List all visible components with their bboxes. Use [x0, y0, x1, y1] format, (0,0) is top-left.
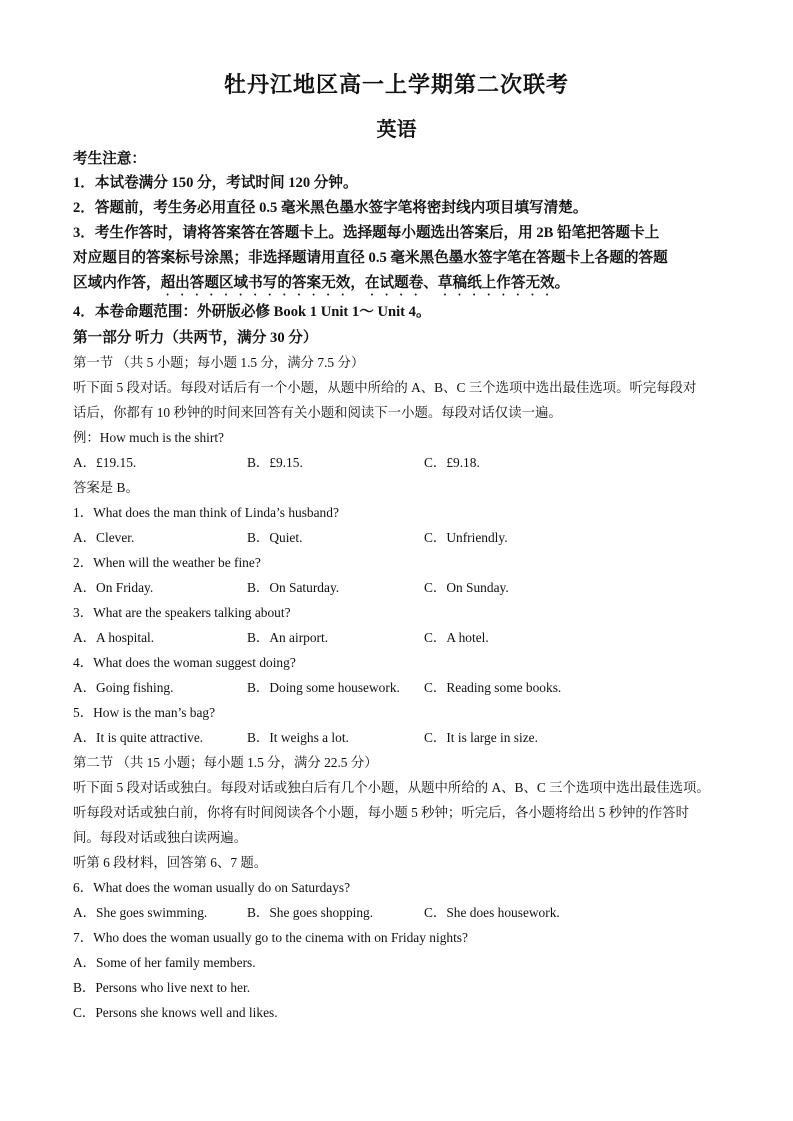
- question-4-option-b: B．Doing some housework.: [247, 680, 400, 695]
- example-option-c: C．£9.18.: [424, 455, 480, 470]
- notice-item-2: 2．答题前，考生务必用直径 0.5 毫米黑色墨水签字笔将密封线内项目填写清楚。: [73, 200, 588, 216]
- question-7: 7．Who does the woman usually go to the cinema with on Friday nights?: [73, 930, 468, 945]
- question-7-option-b: B．Persons who live next to her.: [73, 980, 251, 995]
- question-4-option-a: A．Going fishing.: [73, 680, 174, 695]
- notice-item-3-line-2: 对应题目的答案标号涂黑；非选择题请用直径 0.5 毫米黑色墨水签字笔在答题卡上各题的答题: [73, 250, 668, 266]
- question-6-option-a: A．She goes swimming.: [73, 905, 208, 920]
- question-3-option-a: A．A hospital.: [73, 630, 155, 645]
- question-4-option-c: C．Reading some books.: [424, 680, 562, 695]
- question-1-option-a: A．Clever.: [73, 530, 135, 545]
- question-5-option-a: A．It is quite attractive.: [73, 730, 204, 745]
- exam-title: 牡丹江地区高一上学期第二次联考: [223, 72, 569, 97]
- question-5: 5．How is the man’s bag?: [73, 705, 216, 720]
- example-option-a: A．£19.15.: [73, 455, 137, 470]
- example-option-b: B．£9.15.: [247, 455, 303, 470]
- question-6: 6．What does the woman usually do on Saturdays?: [73, 880, 351, 895]
- question-2-option-b: B．On Saturday.: [247, 580, 340, 595]
- notice-item-3-line-3: [73, 274, 569, 299]
- question-2: 2．When will the weather be fine?: [73, 555, 261, 570]
- notice-item-3-text-a: 区域内作答，: [73, 275, 161, 291]
- notice-item-1: 1．本试卷满分 150 分，考试时间 120 分钟。: [73, 175, 358, 191]
- question-4: 4．What does the woman suggest doing?: [73, 655, 296, 670]
- question-7-option-c: C．Persons she knows well and likes.: [73, 1005, 278, 1020]
- section2-heading: 第二节 （共 15 小题；每小题 1.5 分，满分 22.5 分）: [73, 755, 378, 770]
- notice-item-3-line-1: 3．考生作答时，请将答案答在答题卡上。选择题每小题选出答案后，用 2B 铅笔把答题卡上: [73, 225, 660, 241]
- question-6-option-c: C．She does housework.: [424, 905, 560, 920]
- part1-heading: 第一部分 听力（共两节，满分 30 分）: [73, 330, 318, 346]
- section1-instructions-line-2: 话后，你都有 10 秒钟的时间来回答有关小题和阅读下一小题。每段对话仅读一遍。: [73, 405, 562, 420]
- question-3-option-c: C．A hotel.: [424, 630, 489, 645]
- notice-emphasis-2: 在试题卷、草稿纸上作答无效: [364, 275, 555, 291]
- material-6-heading: 听第 6 段材料，回答第 6、7 题。: [73, 855, 268, 870]
- question-2-option-a: A．On Friday.: [73, 580, 154, 595]
- question-2-option-c: C．On Sunday.: [424, 580, 509, 595]
- question-3: 3．What are the speakers talking about?: [73, 605, 291, 620]
- section2-instructions-line-1: 听下面 5 段对话或独白。每段对话或独白后有几个小题，从题中所给的 A、B、C 三个选项中选出最佳选项。: [73, 780, 710, 795]
- question-1-option-b: B．Quiet.: [247, 530, 303, 545]
- question-5-option-b: B．It weighs a lot.: [247, 730, 349, 745]
- section1-heading: 第一节 （共 5 小题；每小题 1.5 分，满分 7.5 分）: [73, 355, 365, 370]
- notice-item-3-text-e: 。: [554, 275, 570, 291]
- notice-item-3-text-c: ，: [350, 275, 365, 291]
- exam-subject: 英语: [376, 119, 417, 141]
- question-7-option-a: A．Some of her family members.: [73, 955, 256, 970]
- example-answer: 答案是 B。: [73, 480, 139, 495]
- notice-heading: 考生注意：: [73, 151, 146, 167]
- question-3-option-b: B．An airport.: [247, 630, 329, 645]
- section2-instructions-line-3: 间。每段对话或独白读两遍。: [73, 830, 248, 845]
- notice-item-4: 4．本卷命题范围：外研版必修 Book 1 Unit 1～ Unit 4。: [73, 304, 431, 320]
- question-1-option-c: C．Unfriendly.: [424, 530, 508, 545]
- question-5-option-c: C．It is large in size.: [424, 730, 538, 745]
- section2-instructions-line-2: 听每段对话或独白前，你将有时间阅读各个小题，每小题 5 秒钟；听完后，各小题将给出 5 秒钟的作答时: [73, 805, 689, 820]
- question-6-option-b: B．She goes shopping.: [247, 905, 374, 920]
- question-1: 1．What does the man think of Linda’s husband?: [73, 505, 339, 520]
- section1-instructions-line-1: 听下面 5 段对话。每段对话后有一个小题，从题中所给的 A、B、C 三个选项中选出最佳选项。听完每段对: [73, 380, 697, 395]
- notice-emphasis-1: 超出答题区域书写的答案无效: [160, 275, 351, 291]
- example-question: 例：How much is the shirt?: [73, 430, 224, 445]
